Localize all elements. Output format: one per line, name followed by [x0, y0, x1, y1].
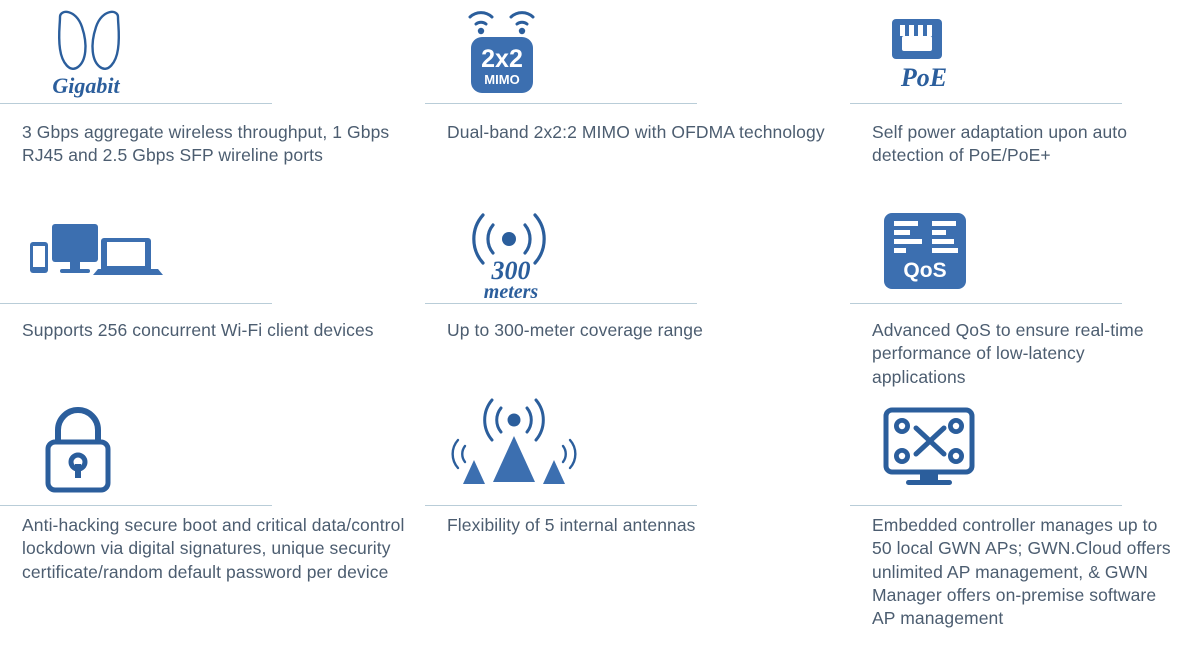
embedded-controller-icon — [850, 395, 1200, 500]
divider — [0, 505, 272, 506]
coverage-range-icon — [425, 200, 850, 305]
divider — [850, 103, 1122, 104]
mimo-icon-label: 2x2 — [481, 44, 523, 73]
feature-description: Embedded controller manages up to 50 local GWN APs; GWN.Cloud offers unlimited AP management, & GWN Manager offers on-premise software AP management — [872, 515, 1171, 629]
antennas-icon — [425, 395, 850, 500]
divider — [425, 303, 697, 304]
divider — [850, 505, 1122, 506]
feature-description: Dual-band 2x2:2 MIMO with OFDMA technology — [447, 122, 825, 142]
feature-description: 3 Gbps aggregate wireless throughput, 1 Gbps RJ45 and 2.5 Gbps SFP wireline ports — [22, 122, 390, 166]
coverage-icon-label: 300 — [491, 255, 531, 285]
gigabit-icon-label: Gigabit — [52, 72, 120, 98]
feature-security — [0, 395, 425, 660]
2x2-mimo-icon — [425, 0, 850, 105]
mimo-icon-sublabel: MIMO — [484, 71, 520, 87]
divider — [425, 103, 697, 104]
qos-icon-label: QoS — [903, 258, 947, 282]
feature-gigabit — [0, 0, 425, 200]
feature-description: Supports 256 concurrent Wi-Fi client devices — [22, 320, 374, 340]
feature-description: Up to 300-meter coverage range — [447, 320, 703, 340]
gigabit-wireless-icon — [0, 0, 425, 105]
divider — [0, 303, 272, 304]
divider — [425, 505, 697, 506]
poe-icon-label: PoE — [900, 62, 948, 92]
client-devices-icon — [0, 200, 425, 305]
divider — [0, 103, 272, 104]
feature-description: Advanced QoS to ensure real-time performance of low-latency applications — [872, 320, 1144, 387]
feature-description: Self power adaptation upon auto detection of PoE/PoE+ — [872, 122, 1128, 166]
feature-coverage — [425, 200, 850, 395]
feature-qos — [850, 200, 1200, 395]
feature-description: Flexibility of 5 internal antennas — [447, 515, 696, 535]
feature-mimo — [425, 0, 850, 200]
feature-poe — [850, 0, 1200, 200]
feature-description: Anti-hacking secure boot and critical data/control lockdown via digital signatures, unique security certificate/random default password per device — [22, 515, 405, 582]
coverage-icon-sublabel: meters — [483, 280, 539, 303]
divider — [850, 303, 1122, 304]
qos-icon — [850, 200, 1200, 305]
feature-antennas — [425, 395, 850, 660]
feature-clients — [0, 200, 425, 395]
padlock-icon — [0, 395, 425, 500]
poe-port-icon — [850, 0, 1200, 105]
feature-controller — [850, 395, 1200, 660]
